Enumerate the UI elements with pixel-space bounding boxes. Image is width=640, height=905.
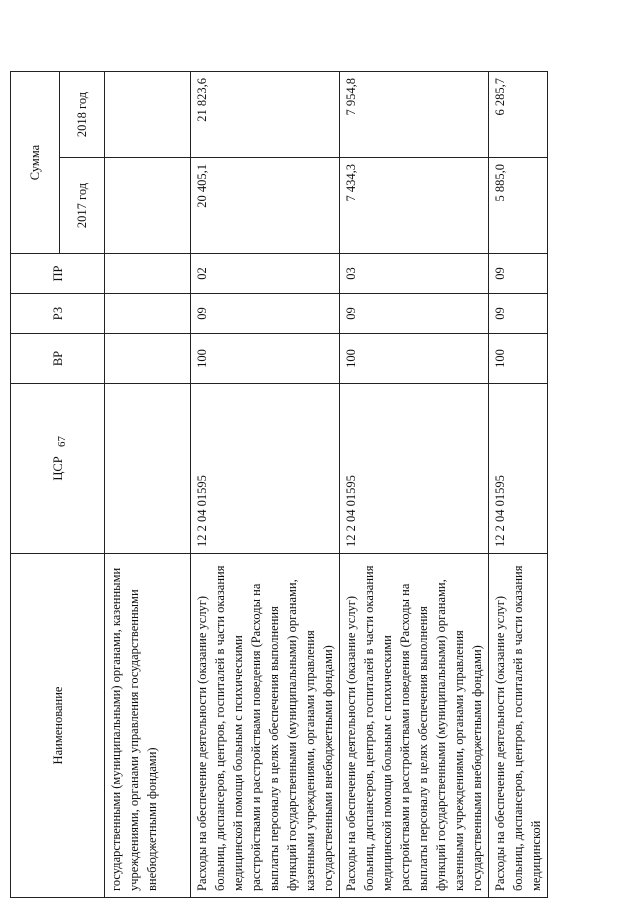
row-name: Расходы на обеспечение деятельности (оказание услуг) больниц, диспансеров, центров, госпиталей в части оказания медицинской помощи больным с психическими расстройствами и расстройствами поведения (Расходы на выплаты персоналу в целях обеспечения выполнения функций государственными (муниципальными) органами, казенными учреждениями, органами управления государственными внебюджетными фондами) — [340, 554, 489, 898]
row-csr: 12 2 04 01595 — [340, 384, 489, 554]
header-name: Наименование — [11, 554, 105, 898]
row-rz: 09 — [191, 294, 340, 334]
row-vr: 100 — [489, 334, 548, 384]
row-sum-2017: 7 434,3 — [340, 158, 489, 254]
row-vr — [105, 334, 191, 384]
row-sum-2018: 21 823,6 — [191, 72, 340, 158]
row-csr: 12 2 04 01595 — [191, 384, 340, 554]
row-sum-2017: 20 405,1 — [191, 158, 340, 254]
row-pr — [105, 254, 191, 294]
row-rz: 09 — [340, 294, 489, 334]
row-sum-2018: 6 285,7 — [489, 72, 548, 158]
row-rz — [105, 294, 191, 334]
header-sum: Сумма — [11, 72, 60, 254]
header-rz: РЗ — [11, 294, 105, 334]
header-year-2017: 2017 год — [60, 158, 105, 254]
table-row — [489, 72, 548, 898]
header-vr: ВР — [11, 334, 105, 384]
row-pr: 09 — [489, 254, 548, 294]
row-sum-2017: 5 885,0 — [489, 158, 548, 254]
row-rz: 09 — [489, 294, 548, 334]
row-pr: 02 — [191, 254, 340, 294]
table-row — [105, 72, 191, 898]
header-pr: ПР — [11, 254, 105, 294]
row-sum-2018: 7 954,8 — [340, 72, 489, 158]
row-name: Расходы на обеспечение деятельности (оказание услуг) больниц, диспансеров, центров, госпиталей в части оказания медицинской помощи больным с психическими расстройствами и расстройствами поведения (Расходы на выплаты персоналу в целях обеспечения выполнения функций государственными (муниципальными) органами, казенными учреждениями, органами управления государственными внебюджетными фондами) — [191, 554, 340, 898]
row-sum-2017 — [105, 158, 191, 254]
document-page — [10, 72, 590, 898]
row-vr: 100 — [340, 334, 489, 384]
table-row — [191, 72, 340, 898]
table-row — [340, 72, 489, 898]
row-pr: 03 — [340, 254, 489, 294]
row-csr: 12 2 04 01595 — [489, 384, 548, 554]
page-number: 67 — [56, 436, 68, 447]
header-csr: ЦСР — [11, 384, 105, 554]
row-vr: 100 — [191, 334, 340, 384]
header-year-2018: 2018 год — [60, 72, 105, 158]
budget-table — [10, 71, 548, 898]
row-sum-2018 — [105, 72, 191, 158]
row-name: государственными (муниципальными) органами, казенными учреждениями, органами управления государственными внебюджетными фондами) — [105, 554, 191, 898]
row-csr — [105, 384, 191, 554]
header-row — [11, 72, 60, 898]
row-name: Расходы на обеспечение деятельности (оказание услуг) больниц, диспансеров, центров, госпиталей в части оказания медицинской — [489, 554, 548, 898]
